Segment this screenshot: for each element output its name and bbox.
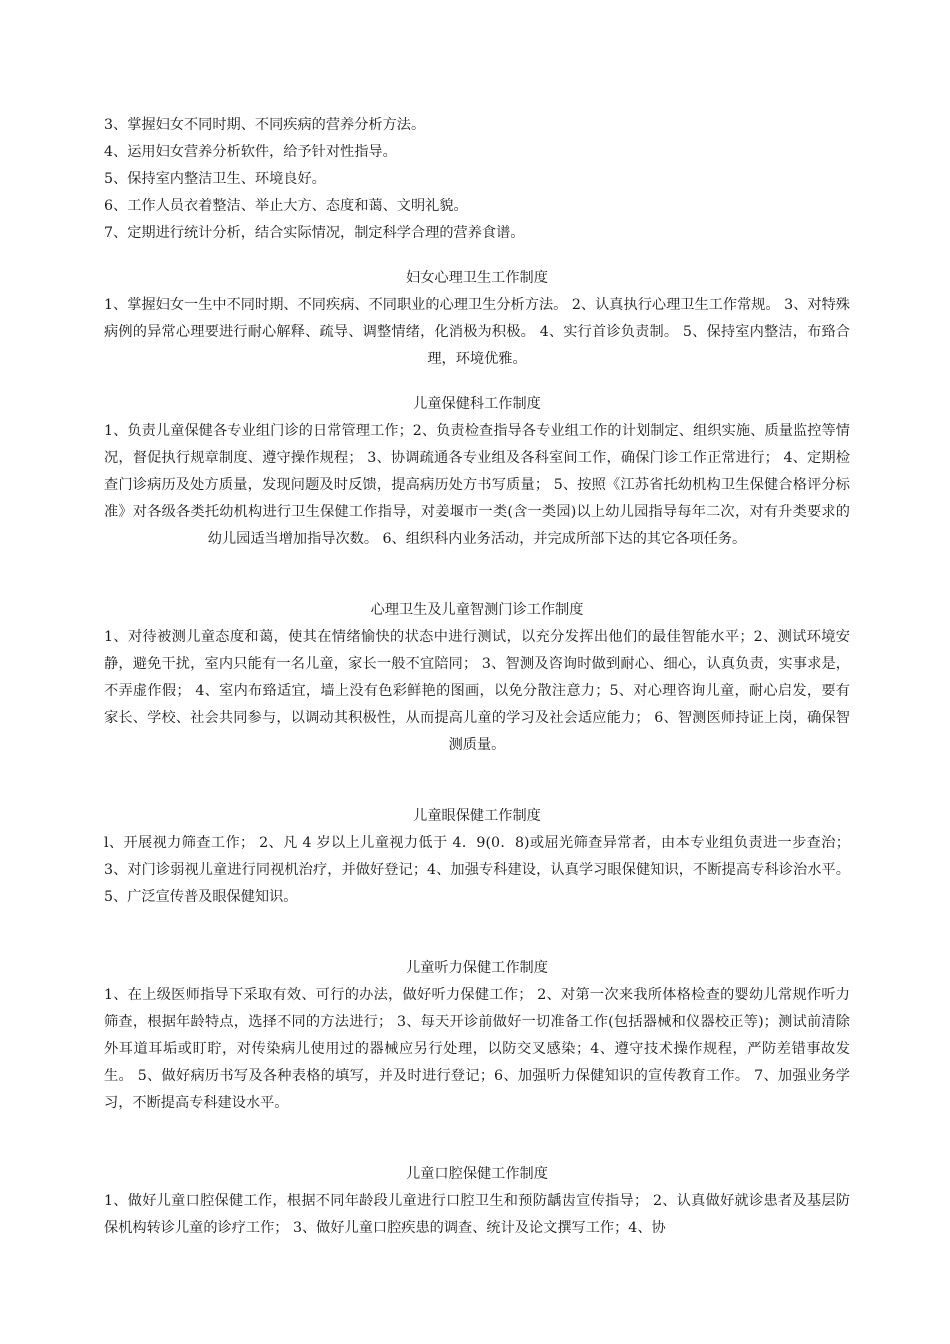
section-body: 1、掌握妇女一生中不同时期、不同疾病、不同职业的心理卫生分析方法。 2、认真执行心理卫生工作常规。 3、对特殊病例的异常心理要进行耐心解释、疏导、调整情绪，化消极为积极。 4、实行首诊负责制。 5、保持室内整洁，布臵合理，环境优雅。 bbox=[104, 297, 850, 367]
section-body: 1、负责儿童保健各专业组门诊的日常管理工作；2、负责检查指导各专业组工作的计划制定、组织实施、质量监控等情况，督促执行规章制度、遵守操作规程； 3、协调疏通各专业组及各科室间工作，确保门诊工作正常进行； 4、定期检查门诊病历及处方质量，发现问题及时反馈，提高病历处方书写质量； 5、按照《江苏省托幼机构卫生保健合格评分标准》对各级各类托幼机构进行卫生保健工作指导，对姜堰市一类(含一类园)以上幼儿园指导每年二次，对有升类要求的幼儿园适当增加指导次数。 6、组织科内业务活动，并完成所部下达的其它各项任务。 bbox=[104, 423, 850, 547]
list-item: 7、定期进行统计分析，结合实际情况，制定科学合理的营养食谱。 bbox=[104, 225, 525, 241]
section-title: 妇女心理卫生工作制度 bbox=[406, 270, 548, 286]
section-body: l、开展视力筛查工作； 2、凡 4 岁以上儿童视力低于 4．9(0．8)或屈光筛查异常者，由本专业组负责进一步查治； 3、对门诊弱视儿童进行同视机治疗，并做好登记；4、加强专科建设，认真学习眼保健知识，不断提高专科诊治水平。 5、广泛宣传普及眼保健知识。 bbox=[104, 835, 850, 905]
section-body: 1、对待被测儿童态度和蔼，使其在情绪愉快的状态中进行测试，以充分发挥出他们的最佳智能水平；2、测试环境安静，避免干扰，室内只能有一名儿童，家长一般不宜陪同； 3、智测及咨询时做到耐心、细心，认真负责，实事求是，不弄虚作假； 4、室内布臵适宜，墙上没有色彩鲜艳的图画，以免分散注意力；5、对心理咨询儿童，耐心启发，要有家长、学校、社会共同参与，以调动其积极性，从而提高儿童的学习及社会适应能力； 6、智测医师持证上岗，确保智测质量。 bbox=[104, 629, 850, 753]
section-title: 心理卫生及儿童智测门诊工作制度 bbox=[370, 602, 584, 618]
list-item: 4、运用妇女营养分析软件，给予针对性指导。 bbox=[104, 144, 397, 160]
document-page bbox=[104, 112, 850, 1242]
section-title: 儿童听力保健工作制度 bbox=[406, 960, 548, 976]
section-title: 儿童眼保健工作制度 bbox=[413, 808, 541, 824]
intro-list bbox=[104, 112, 850, 247]
list-item: 5、保持室内整洁卫生、环境良好。 bbox=[104, 171, 326, 187]
section-body: 1、在上级医师指导下采取有效、可行的办法，做好听力保健工作； 2、对第一次来我所体格检查的婴幼儿常规作听力筛查，根据年龄特点，选择不同的方法进行； 3、每天开诊前做好一切准备工作(包括器械和仪器校正等)；测试前清除外耳道耳垢或盯聍，对传染病儿使用过的器械应另行处理，以防交叉感染；4、遵守技术操作规程，严防差错事故发生。 5、做好病历书写及各种表格的填写，并及时进行登记；6、加强听力保健知识的宣传教育工作。 7、加强业务学习，不断提高专科建设水平。 bbox=[104, 987, 850, 1111]
list-item: 6、工作人员衣着整洁、举止大方、态度和蔼、文明礼貌。 bbox=[104, 198, 468, 214]
section-title: 儿童保健科工作制度 bbox=[413, 396, 541, 412]
list-item: 3、掌握妇女不同时期、不同疾病的营养分析方法。 bbox=[104, 117, 426, 133]
section-body: 1、做好儿童口腔保健工作，根据不同年龄段儿童进行口腔卫生和预防龋齿宣传指导； 2、认真做好就诊患者及基层防保机构转诊儿童的诊疗工作； 3、做好儿童口腔疾患的调查、统计及论文撰写工作；4、协 bbox=[104, 1193, 850, 1236]
section-title: 儿童口腔保健工作制度 bbox=[406, 1166, 548, 1182]
